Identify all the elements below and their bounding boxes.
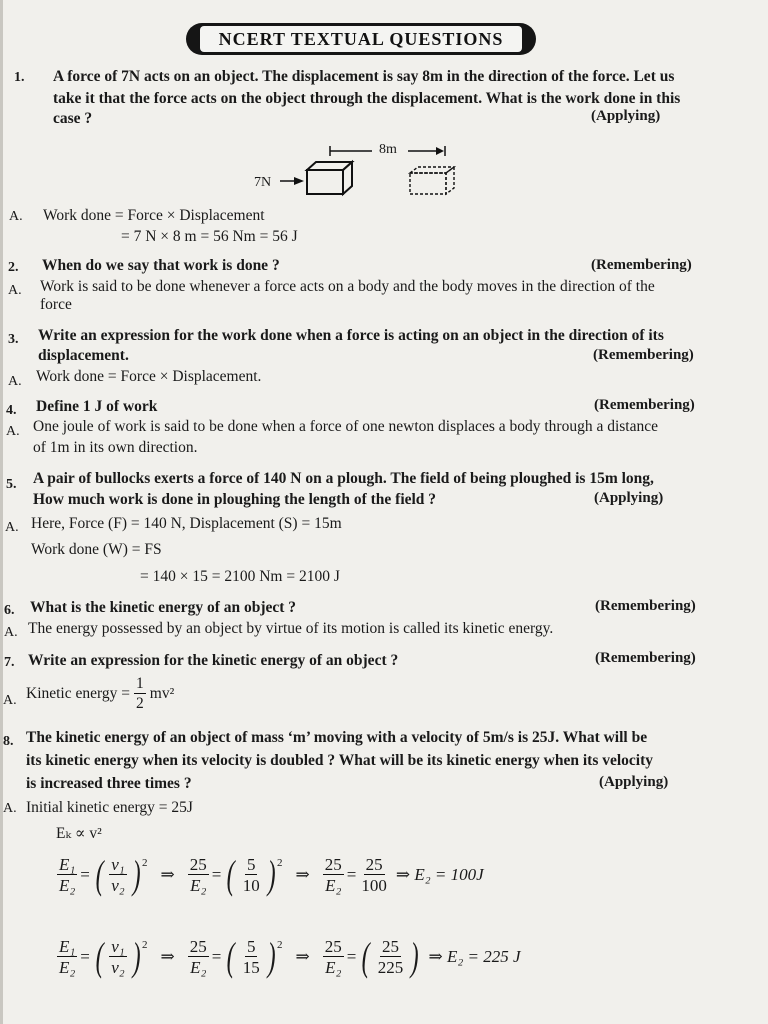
eq2-k-e2: E₂ [190,958,207,977]
q4-tag: (Remembering) [594,397,695,413]
q8-equation-2: $\frac{\text{E₁}}{\text{E₂}}$ = ( $\frac{\text{v₁}}{\text{v₂}}$ ) 2 ⇒ $\frac{25}{\text{E₂}}$ = ( $\frac{5}{15}$ ) 2 ⇒ $\frac{25}{\text{E₂}}$ = ( $\frac{25}{225}$ ) ⇒ E₂ = 225 J [59,934,521,979]
q3-text-line2: displacement. [38,347,129,364]
q8-proportionality: Eₖ ∝ v² [56,825,102,842]
q2-number: 2. [8,260,19,275]
force-displacement-figure [250,136,480,200]
eq1-arrow-1: ⇒ [160,865,175,884]
eq1-result: ⇒ E₂ = 100J [395,865,484,884]
q2-answer-label: A. [8,283,22,298]
q2-answer-line2: force [40,296,72,313]
eq1-v1: v₁ [111,855,125,874]
eq2-k2: 25 [324,937,342,956]
q5-text-line2: How much work is done in ploughing the length of the field ? [33,491,437,508]
eq2-v2: v₂ [111,958,125,977]
q1-tag: (Applying) [591,108,661,124]
q4-number: 4. [6,403,17,418]
eq2-e2: E₂ [59,958,76,977]
force-arrowhead [294,177,304,185]
dist-arrowhead [436,147,444,155]
eq1-num-ratio [241,856,262,894]
q5-text-line1: A pair of bullocks exerts a force of 140 N on a plough. The field of being ploughed is 15m long, [33,470,654,487]
q1-answer-label: A. [9,209,23,224]
q8-tag: (Applying) [599,774,669,790]
q7-answer-label: A. [3,693,17,708]
q5-answer-line2: Work done (W) = FS [31,541,162,558]
q3-tag: (Remembering) [593,347,694,363]
eq1-k-e2: E₂ [190,876,207,895]
q8-number: 8. [3,734,14,749]
eq2-rhs-ratio [376,938,406,976]
header-title: NCERT TEXTUAL QUESTIONS [200,26,522,52]
q1-number: 1. [14,70,25,85]
q3-number: 3. [8,332,19,347]
q5-answer-line1: Here, Force (F) = 140 N, Displacement (S) = 15m [31,515,342,532]
eq1-e1: E₁ [59,855,76,874]
q5-number: 5. [6,477,17,492]
block-displaced-side [446,167,454,194]
q6-answer: The energy possessed by an object by virtue of its motion is called its kinetic energy. [28,620,554,637]
eq1-exponent-1: 2 [142,857,148,869]
eq1-rhs-d: 100 [361,876,387,895]
eq1-exponent-2: 2 [277,857,283,869]
eq1-k1: 25 [189,855,207,874]
eq1-arrow-2: ⇒ [295,865,310,884]
q8-text-line1: The kinetic energy of an object of mass ‘m’ moving with a velocity of 5m/s is 25J. What will be [26,729,648,746]
half-denominator: 2 [136,694,144,712]
q1-text-line2: take it that the force acts on the object through the displacement. What is the work done in this [53,90,681,107]
q1-text-line3: case ? [53,110,93,127]
q6-answer-label: A. [4,625,18,640]
eq2-rhs-n: 25 [381,937,399,956]
q5-answer-line3: = 140 × 15 = 2100 Nm = 2100 J [140,568,340,585]
q4-text: Define 1 J of work [36,398,158,415]
eq2-result: ⇒ E₂ = 225 J [428,947,521,966]
block-side [343,162,352,194]
eq1-v-ratio [109,856,126,894]
q5-tag: (Applying) [594,490,664,506]
eq2-v1: v₁ [111,937,125,956]
eq1-e2: E₂ [59,876,76,895]
ke-formula: mv² [149,685,175,702]
ke-label: Kinetic energy = [26,685,131,702]
q1-answer-line2: = 7 N × 8 m = 56 Nm = 56 J [121,228,298,245]
half-fraction [134,676,146,711]
page-binding-edge [0,0,3,1024]
q8-text-line3: is increased three times ? [26,775,192,792]
q8-text-line2: its kinetic energy when its velocity is doubled ? What will be its kinetic energy when its velocity [26,752,654,769]
eq2-arrow-2: ⇒ [295,947,310,966]
eq2-lhs-ratio [323,938,344,976]
eq2-k1: 25 [189,937,207,956]
q5-answer-label: A. [5,520,19,535]
q4-answer-line1: One joule of work is said to be done when a force of one newton displaces a body through a distance [33,418,658,435]
eq2-arrow-1: ⇒ [160,947,175,966]
q8-answer-label: A. [3,801,17,816]
eq1-v2: v₂ [111,876,125,895]
eq1-e-ratio [57,856,77,894]
eq2-exponent-1: 2 [142,939,148,951]
eq1-a: 5 [246,855,256,874]
q4-answer-line2: of 1m in its own direction. [33,439,198,456]
q3-text-line1: Write an expression for the work done when a force is acting on an object in the direction of its [38,327,664,344]
eq2-rhs-d: 225 [377,958,404,977]
q4-answer-label: A. [6,424,20,439]
q2-tag: (Remembering) [591,257,692,273]
eq2-lhs-e2: E₂ [325,958,342,977]
block-front [307,170,343,194]
eq1-lhs-ratio [323,856,344,894]
fig-force-label: 7N [254,175,272,190]
q8-answer-line1: Initial kinetic energy = 25J [26,799,193,816]
q7-text: Write an expression for the kinetic energy of an object ? [28,652,399,669]
eq2-exponent-2: 2 [277,939,283,951]
q3-answer: Work done = Force × Displacement. [36,368,262,385]
q7-number: 7. [4,655,15,670]
half-numerator: 1 [136,675,144,692]
q7-tag: (Remembering) [595,650,696,666]
fig-distance-label: 8m [379,142,397,157]
q6-text: What is the kinetic energy of an object ? [30,599,297,616]
q2-answer-line1: Work is said to be done whenever a force acts on a body and the body moves in the direction of the [40,278,655,295]
q8-equation-1: $\frac{\text{E₁}}{\text{E₂}}$ = ( $\frac{\text{v₁}}{\text{v₂}}$ ) 2 ⇒ $\frac{25}{\text{E₂}}$ = ( $\frac{5}{10}$ ) 2 ⇒ $\frac{25}{\text{E₂}}$ = $\frac{25}{100}$ ⇒ E₂ = 100J [59,852,484,897]
eq1-rhs-n: 25 [365,855,383,874]
q1-answer-line1: Work done = Force × Displacement [43,207,265,224]
eq1-k2: 25 [324,855,342,874]
eq1-lhs-e2: E₂ [325,876,342,895]
eq2-e1: E₁ [59,937,76,956]
eq1-b: 10 [242,876,260,895]
eq2-k-ratio [188,938,209,976]
q7-answer [26,676,174,711]
q6-tag: (Remembering) [595,598,696,614]
eq2-e-ratio [57,938,77,976]
q6-number: 6. [4,603,15,618]
eq2-b: 15 [242,958,260,977]
q1-text-line1: A force of 7N acts on an object. The displacement is say 8m in the direction of the force. Let us [53,68,675,85]
eq2-a: 5 [246,937,256,956]
eq1-rhs-ratio [359,856,389,894]
eq2-v-ratio [109,938,126,976]
eq1-k-ratio [188,856,209,894]
eq2-num-ratio [241,938,262,976]
q2-text: When do we say that work is done ? [42,257,280,274]
q3-answer-label: A. [8,374,22,389]
block-displaced-front [410,173,446,194]
